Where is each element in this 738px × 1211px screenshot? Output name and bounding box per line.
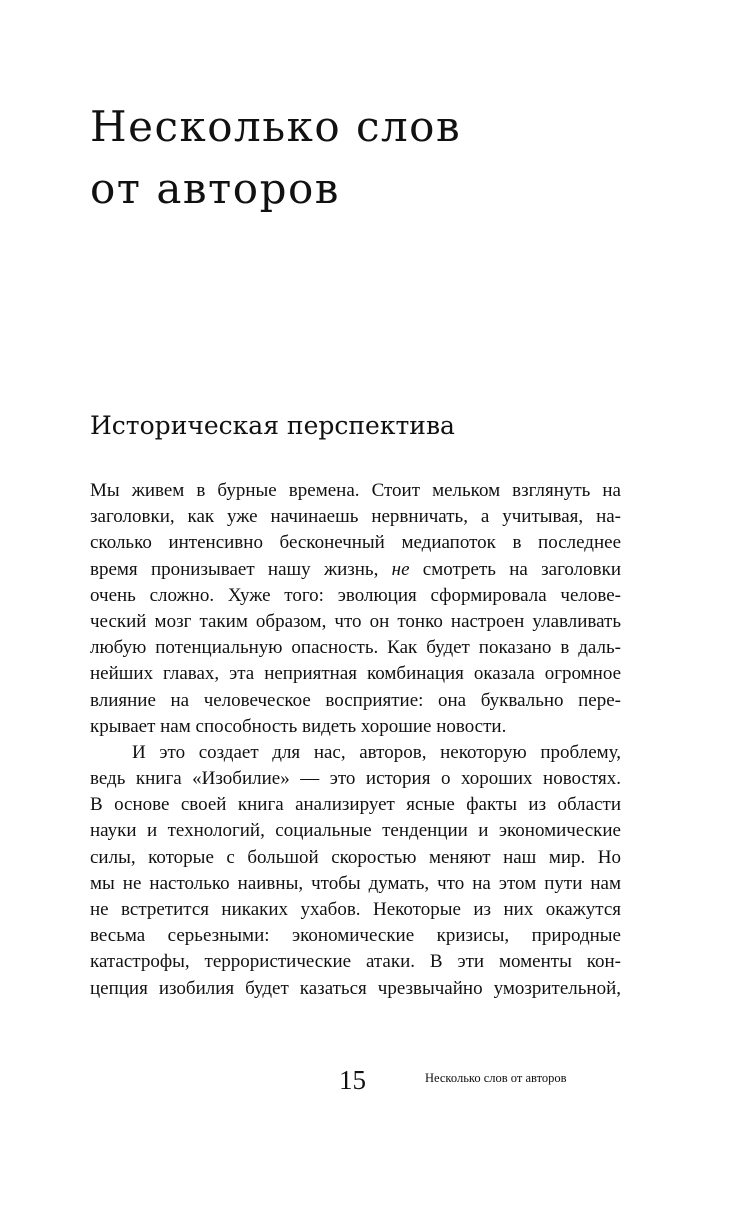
body-text bbox=[90, 478, 621, 1002]
text-line: очень сложно. Хуже того: эволюция сформировала челове- bbox=[90, 584, 621, 606]
chapter-title bbox=[90, 96, 650, 220]
text-line: мы не настолько наивны, чтобы думать, что на этом пути нам bbox=[90, 872, 621, 894]
page-number: 15 bbox=[339, 1065, 366, 1095]
paragraph-1 bbox=[90, 478, 621, 740]
text-line: силы, которые с большой скоростью меняют наш мир. Но bbox=[90, 846, 621, 868]
text-line: весьма серьезными: экономические кризисы, природные bbox=[90, 925, 621, 947]
text-line: влияние на человеческое восприятие: она буквально пере- bbox=[90, 689, 621, 711]
text-line: крывает нам способность видеть хорошие новости. bbox=[90, 715, 507, 737]
text-line bbox=[90, 557, 621, 583]
text-line: заголовки, как уже начинаешь нервничать, а учитывая, на- bbox=[90, 506, 621, 528]
text-line: И это создает для нас, авторов, некоторую проблему, bbox=[132, 741, 621, 763]
paragraph-2 bbox=[90, 740, 621, 1002]
running-head: Несколько слов от авторов bbox=[425, 1071, 567, 1085]
text-run: время пронизывает нашу жизнь, bbox=[90, 558, 392, 580]
chapter-title-line-2: от авторов bbox=[90, 164, 340, 213]
section-heading: Историческая перспектива bbox=[90, 411, 455, 440]
text-line: нейших главах, эта неприятная комбинация оказала огромное bbox=[90, 663, 621, 685]
text-line: не встретится никаких ухабов. Некоторые из них окажутся bbox=[90, 899, 621, 920]
chapter-title-line-1: Несколько слов bbox=[90, 102, 462, 151]
text-line: Мы живем в бурные времена. Стоит мельком взглянуть на bbox=[90, 480, 621, 501]
text-line: любую потенциальную опасность. Как будет показано в даль- bbox=[90, 637, 621, 659]
text-line: науки и технологий, социальные тенденции и экономические bbox=[90, 820, 621, 842]
text-line: В основе своей книга анализирует ясные факты из области bbox=[90, 794, 621, 816]
text-run: смотреть на заголовки bbox=[409, 558, 621, 580]
page-footer bbox=[0, 1060, 738, 1100]
text-line: цепция изобилия будет казаться чрезвычайно умозрительной, bbox=[90, 977, 621, 999]
text-line: катастрофы, террористические атаки. В эти моменты кон- bbox=[90, 951, 621, 973]
emphasized-word: не bbox=[391, 558, 410, 580]
text-line: ческий мозг таким образом, что он тонко настроен улавливать bbox=[90, 610, 621, 632]
text-line: сколько интенсивно бесконечный медиапоток в последнее bbox=[90, 532, 621, 554]
text-line: ведь книга «Изобилие» — это история о хороших новостях. bbox=[90, 768, 621, 790]
